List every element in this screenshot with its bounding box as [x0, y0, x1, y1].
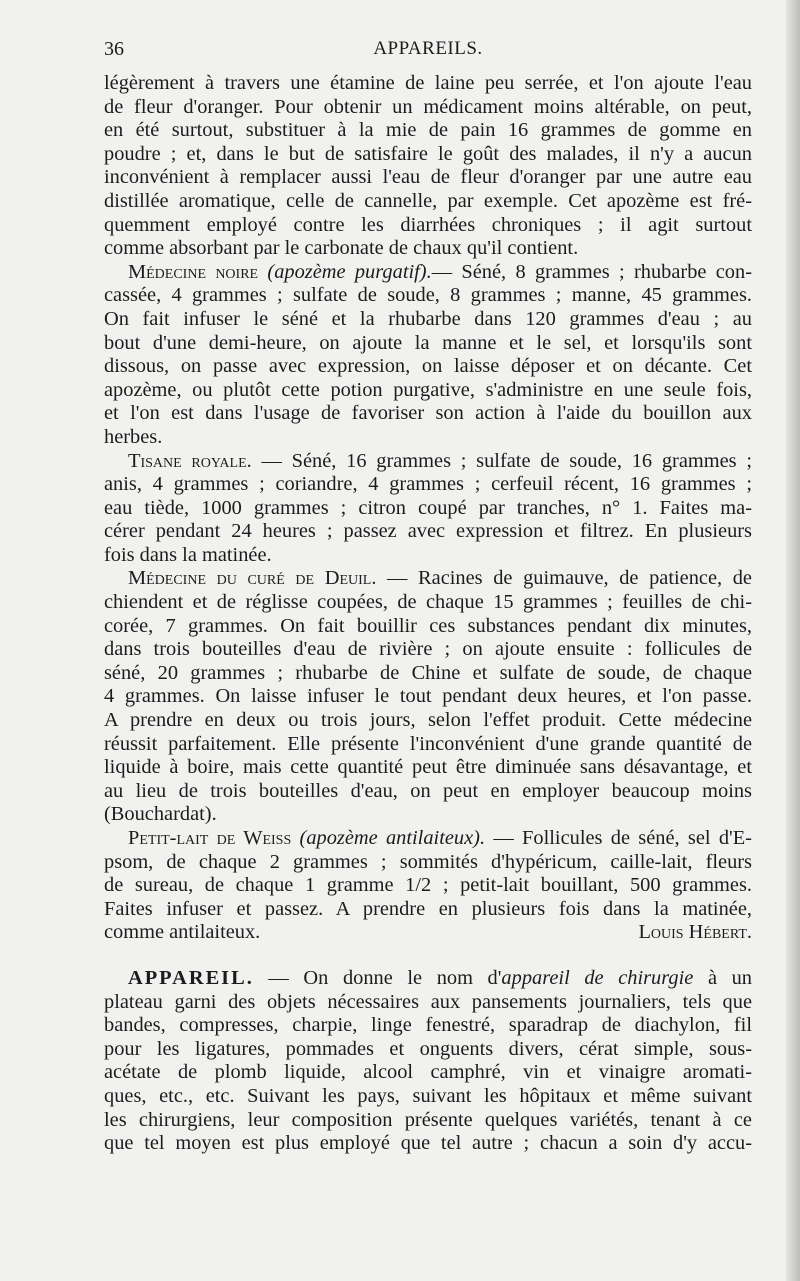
recipe-first-line	[104, 567, 752, 591]
entry-appareil	[104, 967, 752, 1156]
entry-text: — On donne le nom d'	[268, 966, 502, 989]
text-line: Faites infuser et passez. A prendre en plusieurs fois dans la matinée,	[104, 897, 752, 920]
text-line: bandes, compresses, charpie, linge fenestré, sparadrap de diachylon, fil	[104, 1014, 752, 1037]
text-line: inconvénient à remplacer aussi l'eau de fleur d'oranger par une autre eau	[104, 166, 752, 189]
text-line: psom, de chaque 2 grammes ; sommités d'hypéricum, caille-lait, fleurs	[104, 850, 752, 873]
text-line: chiendent et de réglisse coupées, de chaque 15 grammes ; feuilles de chi-	[104, 591, 752, 614]
recipe-text: — Follicules de séné, sel d'E-	[493, 827, 752, 849]
text-line: séné, 20 grammes ; rhubarbe de Chine et sulfate de soude, de chaque	[104, 661, 752, 684]
recipe-title: Petit-lait de Weiss	[128, 827, 292, 849]
text-line	[104, 921, 752, 945]
recipe-text: comme antilaiteux.	[104, 921, 261, 944]
text-line: au lieu de trois bouteilles d'eau, on peut en employer beaucoup moins	[104, 779, 752, 802]
text-line: anis, 4 grammes ; coriandre, 4 grammes ; cerfeuil récent, 16 grammes ;	[104, 473, 752, 496]
text-line: dans trois bouteilles d'eau de rivière ; on ajoute ensuite : follicules de	[104, 638, 752, 661]
page-number: 36	[104, 38, 124, 60]
recipe-medecine-noire	[104, 261, 752, 450]
text-line: fois dans la matinée.	[104, 543, 272, 566]
recipe-text: — Racines de guimauve, de patience, de	[387, 567, 752, 590]
recipe-text: — Séné, 16 grammes ; sulfate de soude, 16 grammes ;	[261, 449, 752, 472]
running-title: APPAREILS.	[373, 38, 483, 59]
entry-text: à un	[693, 966, 752, 989]
recipe-medecine-cure	[104, 567, 752, 827]
page-edge	[786, 0, 800, 1281]
page-body	[104, 72, 752, 1156]
recipe-petit-lait	[104, 827, 752, 945]
entry-heading: APPAREIL.	[128, 966, 254, 989]
text-line: corée, 7 grammes. On fait bouillir ces substances pendant dix minutes,	[104, 614, 752, 637]
section-gap	[104, 945, 752, 967]
text-line: les chirurgiens, leur composition présente quelques variétés, tenant à ce	[104, 1108, 752, 1131]
text-line: de fleur d'oranger. Pour obtenir un médicament moins altérable, on peut,	[104, 95, 752, 118]
recipe-first-line	[104, 450, 752, 474]
text-line: (Bouchardat).	[104, 803, 217, 826]
text-line: ques, etc., etc. Suivant les pays, suivant les hôpitaux et même suivant	[104, 1084, 752, 1107]
text-line: plateau garni des objets nécessaires aux pansements journaliers, tels que	[104, 990, 752, 1013]
text-line: eau tiède, 1000 grammes ; citron coupé par tranches, n° 1. Faites ma-	[104, 496, 752, 519]
recipe-title: Tisane royale.	[128, 449, 252, 472]
text-line: légèrement à travers une étamine de laine peu serrée, et l'on ajoute l'eau	[104, 72, 752, 94]
text-line: de sureau, de chaque 1 gramme 1/2 ; petit-lait bouillant, 500 grammes.	[104, 874, 752, 897]
text-line: cassée, 4 grammes ; sulfate de soude, 8 grammes ; manne, 45 grammes.	[104, 284, 752, 307]
text-line: que tel moyen est plus employé que tel autre ; chacun a soin d'y accu-	[104, 1132, 752, 1155]
text-line: 4 grammes. On laisse infuser le tout pendant deux heures, et l'on passe.	[104, 685, 752, 708]
recipe-title: Médecine du curé de Deuil.	[128, 567, 377, 590]
text-line: en été surtout, substituer à la mie de pain 16 grammes de gomme en	[104, 119, 752, 142]
text-line: et l'on est dans l'usage de favoriser son action à l'aide du bouillon aux	[104, 402, 752, 425]
recipe-title: Médecine noire	[128, 260, 259, 283]
recipe-first-line	[104, 827, 752, 851]
recipe-text: — Séné, 8 grammes ; rhubarbe con-	[431, 260, 752, 283]
recipe-subtitle: (apozème purgatif).	[267, 260, 432, 283]
text-line: acétate de plomb liquide, alcool camphré, vin et vinaigre aromati-	[104, 1061, 752, 1084]
entry-first-line	[104, 967, 752, 991]
text-line: poudre ; et, dans le but de satisfaire le goût des malades, il n'y a aucun	[104, 142, 752, 165]
recipe-subtitle: (apozème antilaiteux).	[299, 827, 486, 849]
text-line: comme absorbant par le carbonate de chaux qu'il contient.	[104, 237, 579, 260]
text-line: cérer pendant 24 heures ; passez avec expression et filtrez. En plusieurs	[104, 520, 752, 543]
entry-term: appareil de chirurgie	[501, 966, 694, 989]
paragraph-continuation	[104, 72, 752, 261]
text-line: réussit parfaitement. Elle présente l'inconvénient d'une grande quantité de	[104, 732, 752, 755]
author-signature: Louis Hébert.	[638, 921, 752, 944]
text-line: On fait infuser le séné et la rhubarbe dans 120 grammes d'eau ; au	[104, 307, 752, 330]
text-line: herbes.	[104, 425, 163, 448]
recipe-tisane-royale	[104, 450, 752, 568]
recipe-first-line	[104, 261, 752, 285]
text-line: bout d'une demi-heure, on ajoute la manne et le sel, et lorsqu'ils sont	[104, 331, 752, 354]
text-line: dissous, on passe avec expression, on laisse déposer et on décante. Cet	[104, 355, 752, 378]
text-line: distillée aromatique, celle de cannelle, par exemple. Cet apozème est fré-	[104, 189, 752, 212]
text-line: liquide à boire, mais cette quantité peut être diminuée sans désavantage, et	[104, 756, 752, 779]
text-line: apozème, ou plutôt cette potion purgative, s'administre en une seule fois,	[104, 378, 752, 401]
text-line: pour les ligatures, pommades et onguents divers, cérat simple, sous-	[104, 1037, 752, 1060]
page-header	[104, 38, 752, 68]
text-line: A prendre en deux ou trois jours, selon l'effet produit. Cette médecine	[104, 709, 752, 732]
text-line: quemment employé contre les diarrhées chroniques ; il agit surtout	[104, 213, 752, 236]
